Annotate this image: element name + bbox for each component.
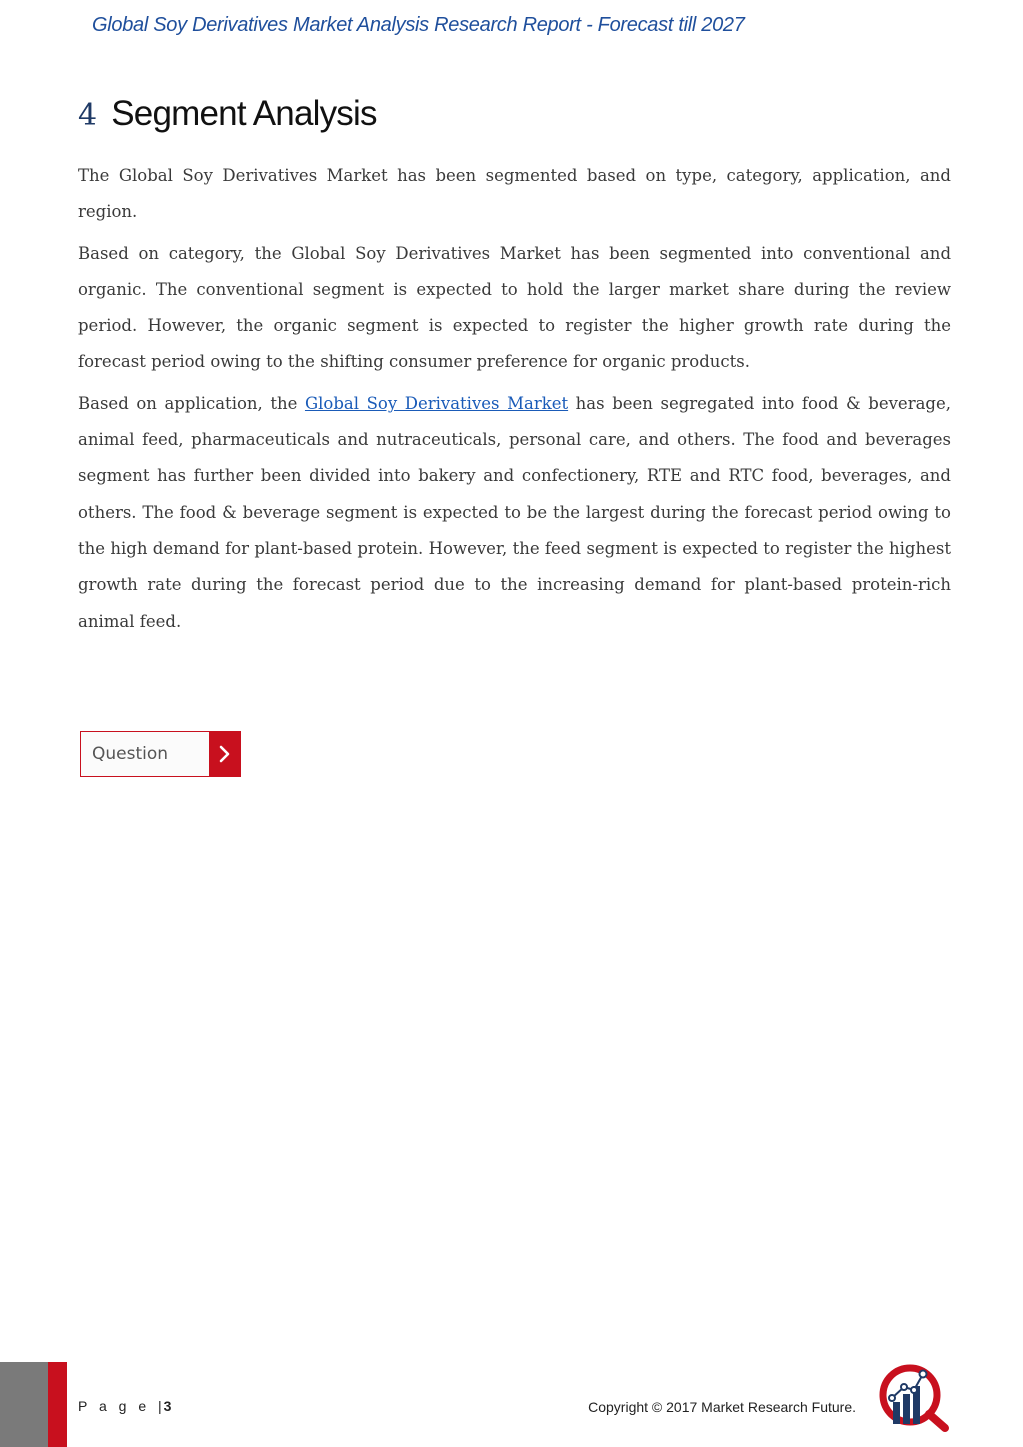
market-report-link[interactable]: Global Soy Derivatives Market: [304, 393, 569, 413]
footer-red-bar: [48, 1362, 67, 1447]
page-number: 3: [163, 1398, 172, 1414]
footer-grey-bar: [0, 1362, 48, 1447]
paragraph-text-before-link: Based on application, the: [78, 393, 305, 413]
paragraph-application-segment: [78, 386, 951, 640]
page-separator: |: [158, 1398, 164, 1414]
chevron-right-icon: [209, 732, 240, 776]
page-indicator: [78, 1398, 171, 1414]
page-label: P a g e: [78, 1398, 151, 1414]
paragraph-segmentation-overview: The Global Soy Derivatives Market has been segmented based on type, category, application, and region.: [78, 166, 951, 222]
question-button[interactable]: [80, 731, 241, 777]
question-button-label: Question: [92, 744, 169, 764]
section-heading: [78, 92, 377, 138]
copyright-notice: Copyright © 2017 Market Research Future.: [588, 1399, 856, 1415]
section-number: 4: [78, 98, 98, 133]
body-text: [78, 158, 951, 645]
paragraph-category-segment: Based on category, the Global Soy Derivatives Market has been segmented into conventional and organic. The conventional segment is expected to hold the larger market share during the review period. However, the organic segment is expected to register the higher growth rate during the forecast period owing to the shifting consumer preference for organic products.: [78, 243, 951, 372]
market-research-logo-icon: [874, 1362, 952, 1432]
section-title: Segment Analysis: [111, 94, 377, 133]
paragraph-text-after-link: has been segregated into food & beverage, animal feed, pharmaceuticals and nutraceuticals, personal care, and others. The food and beverages segment has further been divided into bakery and confectionery, RTE and RTC food, beverages, and others. The food & beverage segment is expected to be the largest during the forecast period owing to the high demand for plant-based protein. However, the feed segment is expected to register the highest growth rate during the forecast period due to the increasing demand for plant-based protein-rich animal feed.: [78, 393, 951, 631]
document-header-title: Global Soy Derivatives Market Analysis Research Report - Forecast till 2027: [92, 14, 745, 36]
